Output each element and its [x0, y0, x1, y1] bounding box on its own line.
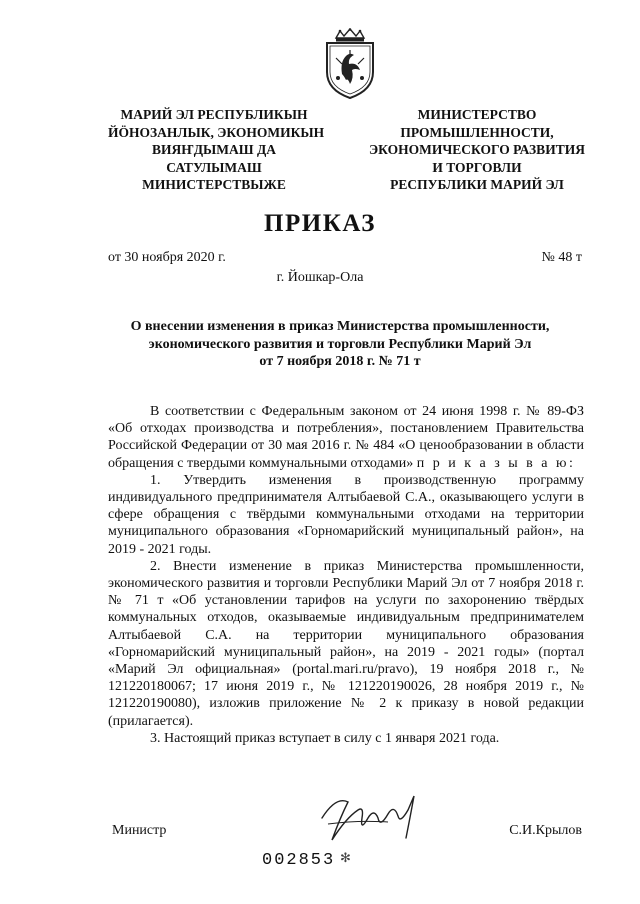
- serial-mark: ✻: [340, 850, 351, 865]
- header-left-line: САТУЛЫМАШ: [166, 159, 262, 175]
- paragraph-item-1: 1. Утвердить изменения в производственную программу индивидуального предпринимателя Алтыбаевой С.А., оказывающего услуги в сфере обращения с твёрдыми коммунальными отходами на территории муниципального образования «Горномарийский муниципальный район», на 2019 - 2021 годы.: [108, 472, 584, 557]
- header-left-line: ЙӦНОЗАНЛЫК, ЭКОНОМИКЫН: [108, 124, 325, 140]
- subject-line: от 7 ноября 2018 г. № 71 т: [259, 354, 421, 369]
- header-right-line: ЭКОНОМИЧЕСКОГО РАЗВИТИЯ: [369, 142, 585, 157]
- subject-line: экономического развития и торговли Республики Марий Эл: [148, 336, 532, 352]
- header-right-line: РЕСПУБЛИКИ МАРИЙ ЭЛ: [390, 177, 564, 192]
- header-right-block: [358, 106, 596, 194]
- paragraph-item-3: 3. Настоящий приказ вступает в силу с 1 января 2021 года.: [150, 730, 500, 746]
- subject-line: О внесении изменения в приказ Министерства промышленности,: [130, 319, 550, 334]
- document-title: ПРИКАЗ: [264, 210, 376, 237]
- header-right-line: И ТОРГОВЛИ: [432, 159, 522, 175]
- header-left-block: [108, 106, 325, 194]
- handwritten-signature: [318, 788, 428, 848]
- document-number: № 48 т: [541, 250, 582, 265]
- document-body: [108, 403, 584, 747]
- signer-name: С.И.Крылов: [509, 823, 582, 838]
- order-command: п р и к а з ы в а ю:: [416, 455, 576, 471]
- serial-number: 002853: [262, 851, 336, 870]
- coat-of-arms-emblem: [322, 28, 378, 100]
- header-left-line: МИНИСТЕРСТВЫЖЕ: [142, 177, 286, 192]
- signer-position: Министр: [112, 823, 167, 838]
- header-left-line: МАРИЙ ЭЛ РЕСПУБЛИКЫН: [120, 107, 308, 122]
- document-city: г. Йошкар-Ола: [276, 270, 364, 285]
- paragraph-preamble: [108, 403, 584, 472]
- header-right-line: ПРОМЫШЛЕННОСТИ,: [400, 124, 554, 140]
- header-left-line: ВИЯҤДЫМАШ ДА: [152, 142, 276, 157]
- paragraph-item-2: 2. Внести изменение в приказ Министерства промышленности, экономического развития и торговли Республики Марий Эл от 7 ноября 2018 г. № 71 т «Об установлении тарифов на услуги по захоронению твёрдых коммунальных отходов, оказываемые индивидуальным предпринимателем Алтыбаевой С.А. на территории муниципального образования «Горномарийский муниципальный район», на 2019 - 2021 годы» (портал «Марий Эл официальная» (portal.mari.ru/pravo), 19 ноября 2018 г., № 121220180067; 17 июня 2019 г., № 121220190026, 28 ноября 2019 г., № 121220190080), изложив приложение № 2 к приказу в новой редакции (прилагается).: [108, 558, 584, 729]
- document-subject: [100, 318, 580, 371]
- preamble-text: В соответствии с Федеральным законом от 24 июня 1998 г. № 89-ФЗ «Об отходах производства и потребления», постановлением Правительства Российской Федерации от 30 мая 2016 г. № 484 «О ценообразовании в области обращения с твердыми коммунальными отходами»: [108, 404, 584, 471]
- header-right-line: МИНИСТЕРСТВО: [417, 107, 537, 122]
- document-date: от 30 ноября 2020 г.: [108, 250, 226, 265]
